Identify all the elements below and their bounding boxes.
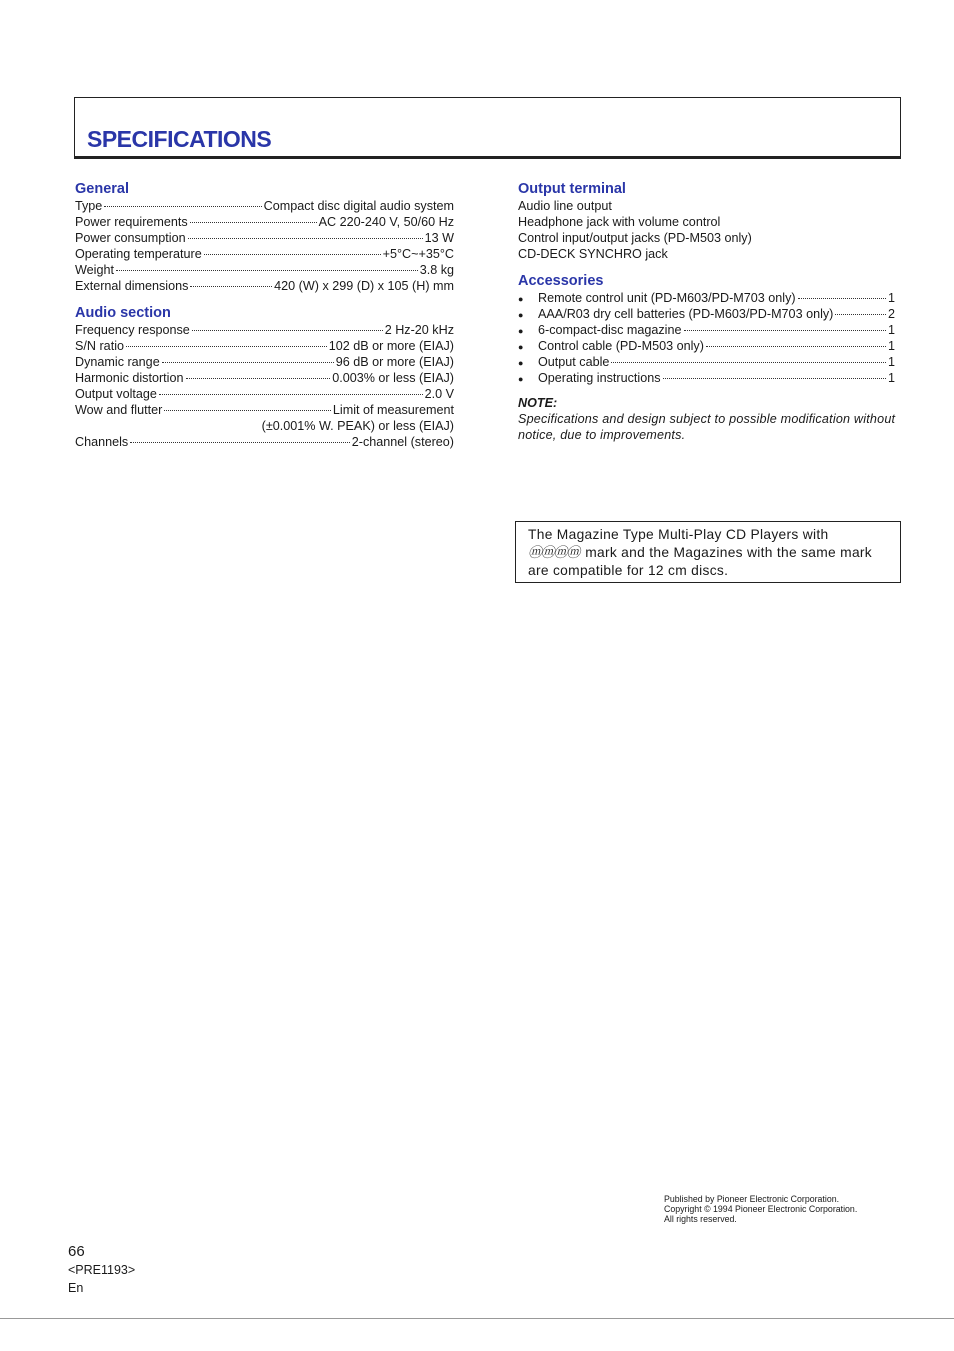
spec-label: Wow and flutter (75, 403, 163, 417)
compat-line-3: are compatible for 12 cm discs. (528, 563, 729, 578)
accessory-item (518, 290, 895, 306)
spec-value: 96 dB or more (EIAJ) (335, 355, 454, 369)
accessory-label: Control cable (PD-M503 only) (538, 339, 704, 353)
accessory-item (518, 354, 895, 370)
audio-list (75, 322, 454, 450)
spec-value: 2.0 V (424, 387, 454, 401)
accessory-qty: 1 (887, 371, 895, 385)
spec-value: +5°C~+35°C (382, 247, 454, 261)
bullet-icon: ● (518, 294, 524, 304)
spec-label: Harmonic distortion (75, 371, 184, 385)
accessories-list (518, 290, 903, 386)
spec-row (75, 402, 454, 418)
bottom-rule (0, 1318, 954, 1319)
spec-value: 420 (W) x 299 (D) x 105 (H) mm (274, 279, 454, 293)
leader-dots (130, 442, 350, 443)
bullet-icon: ● (518, 310, 524, 320)
leader-dots (188, 238, 423, 239)
accessory-item (518, 322, 895, 338)
spec-row (75, 434, 454, 450)
spec-row (75, 230, 454, 246)
spec-label: Output voltage (75, 387, 157, 401)
output-line: Audio line output (518, 199, 612, 213)
spec-label: Dynamic range (75, 355, 160, 369)
title-box (74, 97, 901, 157)
general-list (75, 198, 454, 294)
wow-continued: (±0.001% W. PEAK) or less (EIAJ) (261, 419, 454, 433)
spec-row (75, 338, 454, 354)
spec-value: 2 Hz-20 kHz (384, 323, 454, 337)
compat-line-2-text: mark and the Magazines with the same mark (585, 545, 873, 560)
publisher-notice (664, 1194, 857, 1224)
spec-value: AC 220-240 V, 50/60 Hz (318, 215, 454, 229)
leader-dots (190, 222, 317, 223)
accessory-qty: 1 (887, 291, 895, 305)
note-text: Specifications and design subject to possible modification without notice, due to improvements. (518, 412, 896, 442)
note-title: NOTE: (518, 396, 558, 410)
leader-dots (190, 286, 272, 287)
spec-label: Power consumption (75, 231, 186, 245)
spec-label: S/N ratio (75, 339, 124, 353)
spec-label: External dimensions (75, 279, 189, 293)
spec-label: Type (75, 199, 103, 213)
spec-row (75, 198, 454, 214)
spec-row (75, 354, 454, 370)
title-underline (74, 157, 901, 159)
publisher-line-2: Copyright © 1994 Pioneer Electronic Corporation. (664, 1204, 858, 1214)
publisher-line-3: All rights reserved. (664, 1214, 737, 1224)
leader-dots (164, 410, 331, 411)
accessory-item (518, 338, 895, 354)
leader-dots (104, 206, 261, 207)
accessory-qty: 1 (887, 355, 895, 369)
multi-play-mark-icon: ⓜⓜⓜⓜ (528, 545, 580, 561)
spec-label: Weight (75, 263, 114, 277)
spec-row (75, 322, 454, 338)
right-column (518, 180, 903, 443)
leader-dots (126, 346, 327, 347)
bullet-icon: ● (518, 374, 524, 384)
accessory-qty: 1 (887, 339, 895, 353)
accessory-qty: 2 (887, 307, 895, 321)
accessory-label: AAA/R03 dry cell batteries (PD-M603/PD-M703 only) (538, 307, 834, 321)
spec-value: Compact disc digital audio system (263, 199, 454, 213)
leader-dots (192, 330, 383, 331)
leader-dots (663, 378, 886, 379)
accessory-item (518, 370, 895, 386)
bullet-icon: ● (518, 358, 524, 368)
spec-value: Limit of measurement (332, 403, 454, 417)
audio-heading: Audio section (75, 305, 171, 321)
accessory-label: Operating instructions (538, 371, 661, 385)
spec-row (75, 278, 454, 294)
spec-label: Channels (75, 435, 129, 449)
spec-label: Operating temperature (75, 247, 202, 261)
spec-label: Power requirements (75, 215, 188, 229)
leader-dots (204, 254, 381, 255)
leader-dots (684, 330, 886, 331)
page-info (68, 1243, 135, 1297)
spec-label: Frequency response (75, 323, 190, 337)
spec-value: 3.8 kg (419, 263, 454, 277)
leader-dots (162, 362, 334, 363)
leader-dots (835, 314, 886, 315)
output-line: Headphone jack with volume control (518, 215, 721, 229)
compatibility-box (515, 521, 901, 583)
spec-row (75, 386, 454, 402)
accessory-label: 6-compact-disc magazine (538, 323, 682, 337)
left-column (75, 180, 454, 450)
compat-line-1: The Magazine Type Multi-Play CD Players with (528, 527, 829, 542)
leader-dots (186, 378, 331, 379)
leader-dots (116, 270, 418, 271)
compat-line-2 (528, 544, 890, 562)
spec-row (75, 214, 454, 230)
accessory-label: Remote control unit (PD-M603/PD-M703 only) (538, 291, 796, 305)
leader-dots (798, 298, 886, 299)
leader-dots (159, 394, 423, 395)
spec-value: 102 dB or more (EIAJ) (328, 339, 454, 353)
language-code: En (68, 1281, 84, 1295)
accessories-heading: Accessories (518, 273, 604, 289)
accessory-label: Output cable (538, 355, 610, 369)
accessory-item (518, 306, 895, 322)
output-heading: Output terminal (518, 181, 626, 197)
leader-dots (706, 346, 886, 347)
bullet-icon: ● (518, 342, 524, 352)
spec-row (75, 246, 454, 262)
leader-dots (611, 362, 886, 363)
output-line: Control input/output jacks (PD-M503 only) (518, 231, 752, 245)
general-heading: General (75, 181, 129, 197)
document-code: <PRE1193> (68, 1263, 136, 1277)
spec-value: 13 W (424, 231, 454, 245)
page-number: 66 (68, 1243, 85, 1260)
accessory-qty: 1 (887, 323, 895, 337)
spec-row (75, 370, 454, 386)
output-list (518, 198, 903, 262)
spec-value: 2-channel (stereo) (351, 435, 454, 449)
output-line: CD-DECK SYNCHRO jack (518, 247, 668, 261)
bullet-icon: ● (518, 326, 524, 336)
publisher-line-1: Published by Pioneer Electronic Corporation. (664, 1194, 840, 1204)
page-title: SPECIFICATIONS (87, 126, 272, 152)
spec-row (75, 262, 454, 278)
spec-value: 0.003% or less (EIAJ) (332, 371, 454, 385)
